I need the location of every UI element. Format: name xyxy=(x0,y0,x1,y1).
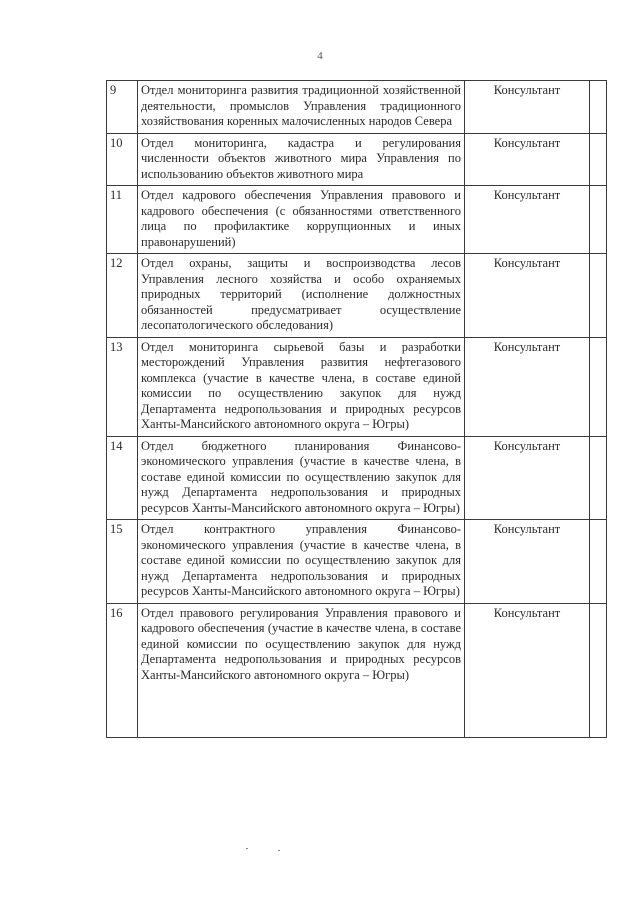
table-row xyxy=(107,337,607,436)
table-row xyxy=(107,254,607,338)
row-empty-cell xyxy=(590,603,607,737)
scan-speck xyxy=(246,848,248,849)
row-empty-cell xyxy=(590,337,607,436)
table-row xyxy=(107,520,607,604)
row-department: Отдел мониторинга, кадастра и регулирования численности объектов животного мира Управления по использованию объектов животного мира xyxy=(138,133,465,186)
row-position: Консультант xyxy=(465,186,590,254)
table-row xyxy=(107,436,607,520)
row-department: Отдел правового регулирования Управления правового и кадрового обеспечения (участие в качестве члена, в составе единой комиссии по осуществлению закупок для нужд Департамента недропользования и природных ресурсов Ханты-Мансийского автономного округа – Югры) xyxy=(138,603,465,737)
row-empty-cell xyxy=(590,436,607,520)
row-number: 16 xyxy=(107,603,138,737)
row-department: Отдел бюджетного планирования Финансово-экономического управления (участие в качестве члена, в составе единой комиссии по осуществлению закупок для нужд Департамента недропользования и природных ресурсов Ханты-Мансийского автономного округа – Югры) xyxy=(138,436,465,520)
positions-table xyxy=(106,80,607,738)
row-empty-cell xyxy=(590,81,607,134)
row-department: Отдел мониторинга сырьевой базы и разработки месторождений Управления развития нефтегазового комплекса (участие в качестве члена, в составе единой комиссии по осуществлению закупок для нужд Департамента недропользования и природных ресурсов Ханты-Мансийского автономного округа – Югры) xyxy=(138,337,465,436)
row-position: Консультант xyxy=(465,603,590,737)
row-position: Консультант xyxy=(465,81,590,134)
row-department: Отдел охраны, защиты и воспроизводства лесов Управления лесного хозяйства и особо охраняемых природных территорий (исполнение должностных обязанностей предусматривает осуществление лесопатологического обследования) xyxy=(138,254,465,338)
table-row xyxy=(107,603,607,737)
row-position: Консультант xyxy=(465,133,590,186)
row-position: Консультант xyxy=(465,337,590,436)
table-row xyxy=(107,186,607,254)
row-department: Отдел мониторинга развития традиционной хозяйственной деятельности, промыслов Управления традиционного хозяйствования коренных малочисленных народов Севера xyxy=(138,81,465,134)
scan-speck xyxy=(278,850,280,851)
row-department: Отдел кадрового обеспечения Управления правового и кадрового обеспечения (с обязанностями ответственного лица по профилактике коррупционных и иных правонарушений) xyxy=(138,186,465,254)
row-number: 10 xyxy=(107,133,138,186)
row-position: Консультант xyxy=(465,520,590,604)
row-empty-cell xyxy=(590,186,607,254)
row-number: 9 xyxy=(107,81,138,134)
positions-table-body xyxy=(107,81,607,738)
row-department: Отдел контрактного управления Финансово-экономического управления (участие в качестве члена, в составе единой комиссии по осуществлению закупок для нужд Департамента недропользования и природных ресурсов Ханты-Мансийского автономного округа – Югры) xyxy=(138,520,465,604)
page-number: 4 xyxy=(317,50,323,62)
row-number: 12 xyxy=(107,254,138,338)
row-empty-cell xyxy=(590,520,607,604)
table-row xyxy=(107,133,607,186)
table-row xyxy=(107,81,607,134)
row-number: 13 xyxy=(107,337,138,436)
row-number: 14 xyxy=(107,436,138,520)
row-empty-cell xyxy=(590,133,607,186)
row-number: 11 xyxy=(107,186,138,254)
row-position: Консультант xyxy=(465,254,590,338)
row-number: 15 xyxy=(107,520,138,604)
row-empty-cell xyxy=(590,254,607,338)
row-position: Консультант xyxy=(465,436,590,520)
